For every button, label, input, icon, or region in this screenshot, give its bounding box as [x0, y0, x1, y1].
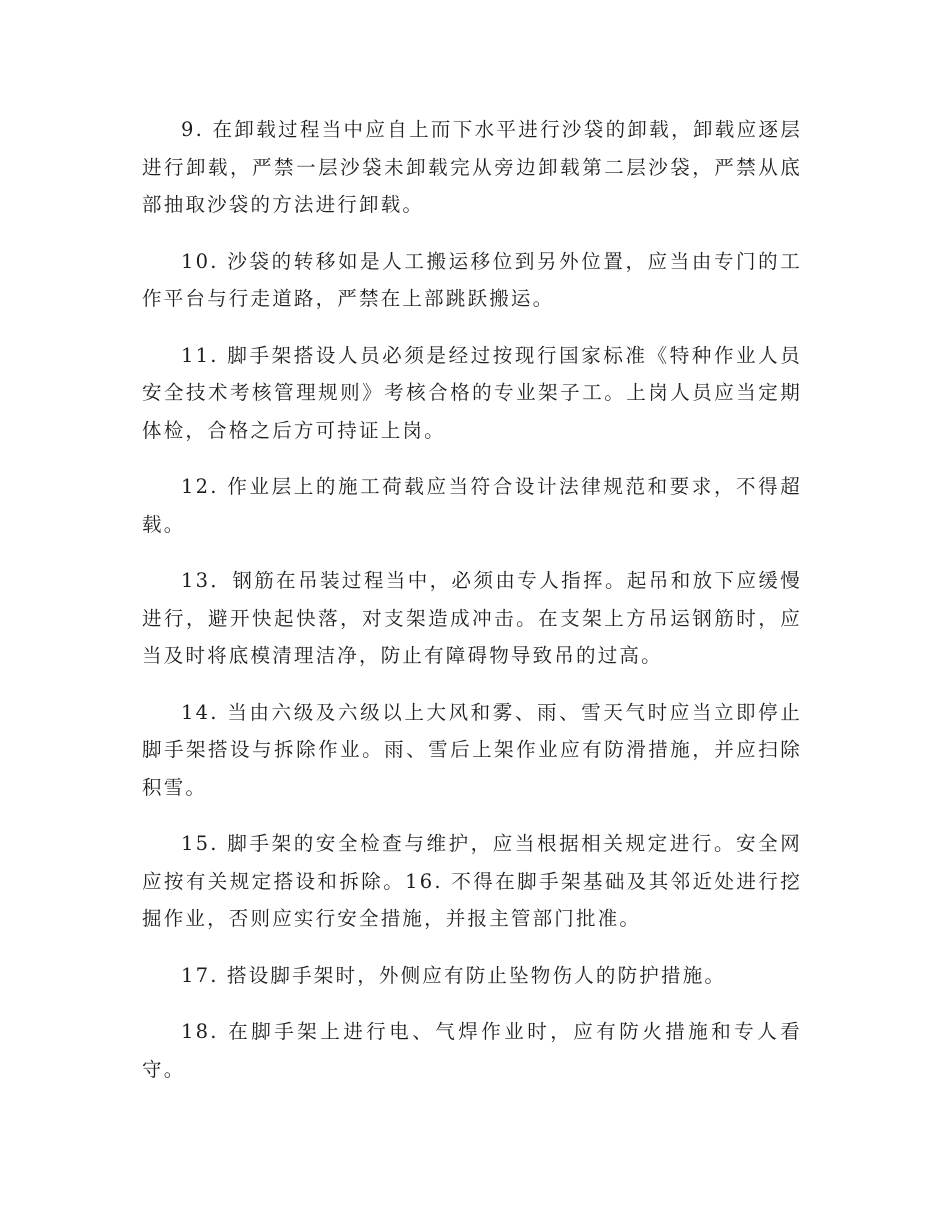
document-body: [142, 111, 802, 1107]
paragraph-12: 12. 作业层上的施工荷载应当符合设计法律规范和要求，不得超载。: [142, 475, 802, 536]
paragraph-17: 17. 搭设脚手架时，外侧应有防止坠物伤人的防护措施。: [181, 963, 727, 987]
paragraph-15-16: 15. 脚手架的安全检查与维护，应当根据相关规定进行。安全网应按有关规定搭设和拆除。16. 不得在脚手架基础及其邻近处进行挖掘作业，否则应实行安全措施，并报主管部门批准。: [142, 832, 802, 930]
paragraph-13: 13．钢筋在吊装过程当中，必须由专人指挥。起吊和放下应缓慢进行，避开快起快落，对支架造成冲击。在支架上方吊运钢筋时，应当及时将底模清理洁净，防止有障碍物导致吊的过高。: [142, 569, 802, 667]
paragraph-11: 11. 脚手架搭设人员必须是经过按现行国家标准《特种作业人员安全技术考核管理规则》考核合格的专业架子工。上岗人员应当定期体检，合格之后方可持证上岗。: [142, 343, 802, 442]
paragraph-14: 14. 当由六级及六级以上大风和雾、雨、雪天气时应当立即停止脚手架搭设与拆除作业。雨、雪后上架作业应有防滑措施，并应扫除积雪。: [142, 700, 802, 799]
paragraph-9: 9. 在卸载过程当中应自上而下水平进行沙袋的卸载，卸载应逐层进行卸载，严禁一层沙袋未卸载完从旁边卸载第二层沙袋，严禁从底部抽取沙袋的方法进行卸载。: [142, 118, 802, 216]
paragraph-10: 10. 沙袋的转移如是人工搬运移位到另外位置，应当由专门的工作平台与行走道路，严禁在上部跳跃搬运。: [142, 249, 802, 310]
paragraph-18: 18. 在脚手架上进行电、气焊作业时，应有防火措施和专人看守。: [142, 1020, 802, 1081]
